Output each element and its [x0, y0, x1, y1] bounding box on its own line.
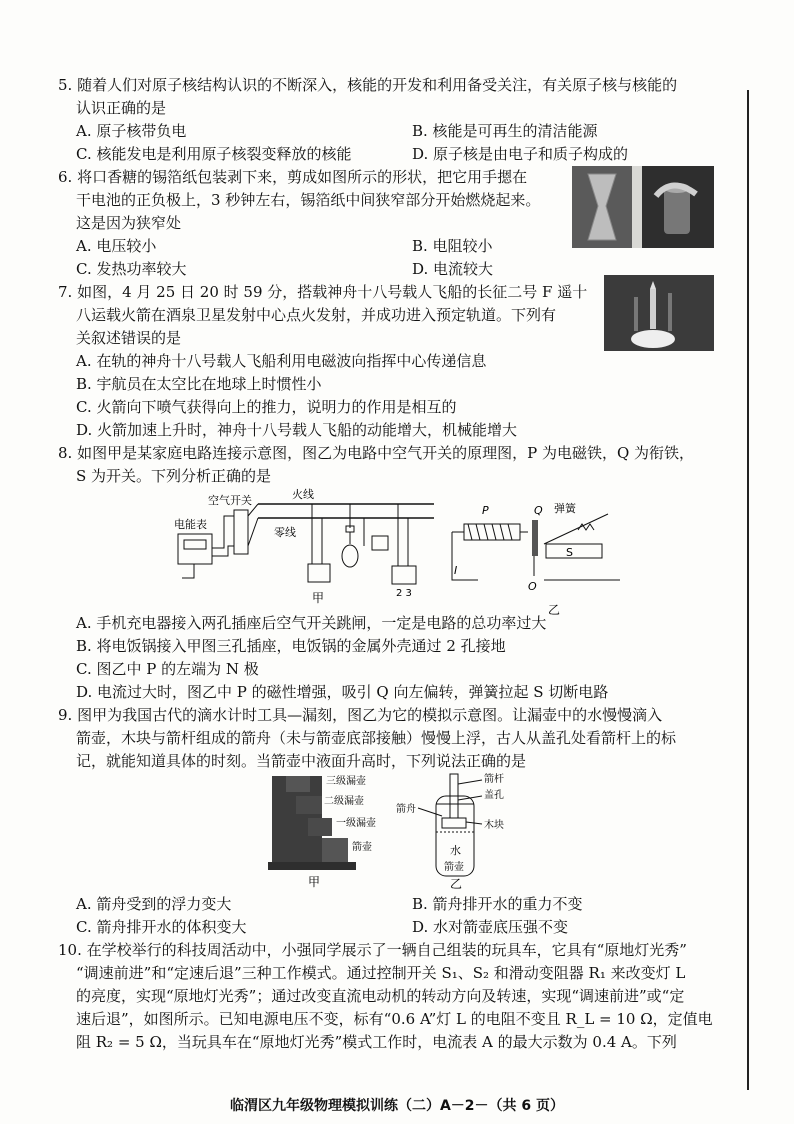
q7-option-a: A. 在轨的神舟十八号载人飞船利用电磁波向指挥中心传递信息 — [76, 352, 487, 370]
q9-level2-label: 二级漏壶 — [324, 796, 364, 807]
q5-option-c: C. 核能发电是利用原子核裂变释放的核能 — [76, 145, 352, 163]
q8-figure-breaker-principle — [448, 500, 624, 618]
q9-boat-label: 箭舟 — [396, 804, 416, 815]
q8-stem-line-2: S 为开关。下列分析正确的是 — [76, 467, 272, 485]
q5-option-a: A. 原子核带负电 — [76, 122, 187, 140]
q8-switch — [372, 536, 388, 550]
q8-meter-label: 电能表 — [174, 518, 207, 531]
q8-spring-label: 弹簧 — [554, 502, 576, 515]
q8-stem-line-1: 8. 如图甲是某家庭电路连接示意图，图乙为电路中空气开关的原理图，P 为电磁铁，Q 为衔铁， — [58, 444, 695, 462]
q9-option-d: D. 水对箭壶底压强不变 — [412, 918, 569, 936]
q8-o-label: O — [528, 580, 537, 593]
q8-armature — [532, 520, 538, 556]
q9-option-c: C. 箭舟排开水的体积变大 — [76, 918, 247, 936]
q8-option-a: A. 手机充电器接入两孔插座后空气开关跳闸，一定是电路的总功率过大 — [76, 614, 547, 632]
q6-option-b: B. 电阻较小 — [412, 237, 493, 255]
q9-water-label: 水 — [450, 844, 461, 857]
q6-option-c: C. 发热功率较大 — [76, 260, 187, 278]
q6-foil-battery-photo — [572, 166, 714, 248]
q5-option-d: D. 原子核是由电子和质子构成的 — [412, 145, 629, 163]
q7-stem-line-3: 关叙述错误的是 — [76, 329, 182, 347]
q8-hole-numbers: 2 3 — [396, 588, 412, 599]
q9-arrow-pot-label: 箭壶 — [352, 842, 372, 853]
q8-q-label: Q — [534, 504, 543, 517]
page-footer: 临渭区九年级物理模拟训练（二）A－2－（共 6 页） — [229, 1098, 565, 1114]
q7-stem-line-1: 7. 如图，4 月 25 日 20 时 59 分，搭载神舟十八号载人飞船的长征二号 F 遥十 — [58, 283, 588, 301]
q6-option-d: D. 电流较大 — [412, 260, 494, 278]
q10-stem-line-1: 10. 在学校举行的科技周活动中，小强同学展示了一辆自己组装的玩具车，它具有“原地灯光秀” — [58, 941, 687, 959]
q9-rod-label: 箭杆 — [484, 774, 504, 785]
q7-option-c: C. 火箭向下喷气获得向上的推力，说明力的作用是相互的 — [76, 398, 457, 416]
q8-lamp — [342, 545, 358, 567]
q9-level3-label: 三级漏壶 — [326, 776, 366, 787]
q8-neutral-label: 零线 — [274, 526, 296, 539]
q8-p-label: P — [482, 504, 489, 517]
q9-hole-label: 盖孔 — [484, 790, 504, 801]
q9-figure-water-clock-photo — [268, 772, 400, 892]
q8-switch-s — [546, 544, 602, 558]
q8-live-label: 火线 — [292, 488, 314, 501]
q7-stem-line-2: 八运载火箭在酒泉卫星发射中心点火发射，并成功进入预定轨道。下列有 — [76, 306, 557, 324]
q8-option-b: B. 将电饭锅接入甲图三孔插座，电饭锅的金属外壳通过 2 孔接地 — [76, 637, 506, 655]
q9-option-b: B. 箭舟排开水的重力不变 — [412, 895, 583, 913]
q8-current-label: I — [454, 564, 458, 577]
question-8 — [58, 442, 728, 488]
margin-rule — [747, 90, 749, 1090]
q6-option-a: A. 电压较小 — [76, 237, 157, 255]
question-10 — [58, 939, 728, 1054]
q9-fig-b-caption: 乙 — [450, 877, 463, 891]
q8-figure-household-circuit — [172, 486, 438, 604]
q8-s-label: S — [566, 546, 573, 559]
q6-stem-line-3: 这是因为狭窄处 — [76, 214, 182, 232]
q10-stem-line-4: 速后退”，如图所示。已知电源电压不变，标有“0.6 A”灯 L 的电阻不变且 R_L = 10 Ω，定值电 — [76, 1010, 713, 1028]
q8-two-hole-socket — [308, 564, 330, 582]
q9-stem-line-2: 箭壶，木块与箭杆组成的箭舟（未与箭壶底部接触）慢慢上浮，古人从盖孔处看箭杆上的标 — [76, 729, 677, 747]
q9-stem-line-3: 记，就能知道具体的时刻。当箭壶中液面升高时，下列说法正确的是 — [76, 752, 527, 770]
q9-block — [442, 818, 466, 828]
q8-breaker-label: 空气开关 — [208, 494, 252, 507]
q7-option-b: B. 宇航员在太空比在地球上时惯性小 — [76, 375, 322, 393]
question-5 — [58, 74, 728, 120]
q9-block-label: 木块 — [484, 820, 504, 831]
q8-breaker-box — [234, 510, 248, 554]
q8-fig-a-caption: 甲 — [312, 591, 325, 604]
q7-option-d: D. 火箭加速上升时，神舟十八号载人飞船的动能增大，机械能增大 — [76, 421, 518, 439]
q9-option-a: A. 箭舟受到的浮力变大 — [76, 895, 232, 913]
q8-fig-b-caption: 乙 — [548, 603, 561, 617]
q10-stem-line-2: “调速前进”和“定速后退”三种工作模式。通过控制开关 S₁、S₂ 和滑动变阻器 R₁ 来改变灯 L — [76, 964, 686, 982]
q5-stem-line-2: 认识正确的是 — [76, 99, 167, 117]
q5-stem-line-1: 5. 随着人们对原子核结构认识的不断深入，核能的开发和利用备受关注，有关原子核与核能的 — [58, 76, 678, 94]
q7-rocket-launch-photo — [604, 275, 714, 351]
q9-fig-a-caption: 甲 — [308, 875, 321, 889]
q9-stem-line-1: 9. 图甲为我国古代的滴水计时工具—漏刻，图乙为它的模拟示意图。让漏壶中的水慢慢滴入 — [58, 706, 663, 724]
q10-stem-line-5: 阻 R₂ = 5 Ω，当玩具车在“原地灯光秀”模式工作时，电流表 A 的最大示数为 0.4 A。下列 — [76, 1033, 677, 1051]
q9-level1-label: 一级漏壶 — [336, 818, 376, 829]
q8-option-d: D. 电流过大时，图乙中 P 的磁性增强，吸引 Q 向左偏转，弹簧拉起 S 切断电路 — [76, 683, 609, 701]
q10-stem-line-3: 的亮度，实现“原地灯光秀”；通过改变直流电动机的转动方向及转速，实现“调速前进”或“定 — [76, 987, 685, 1005]
q5-option-b: B. 核能是可再生的清洁能源 — [412, 122, 598, 140]
q6-stem-line-2: 干电池的正负极上，3 秒钟左右，锡箔纸中间狭窄部分开始燃烧起来。 — [76, 191, 541, 209]
q6-stem-line-1: 6. 将口香糖的锡箔纸包装剥下来，剪成如图所示的形状，把它用手摁在 — [58, 168, 528, 186]
q8-option-c: C. 图乙中 P 的左端为 N 极 — [76, 660, 259, 678]
q8-three-hole-socket — [392, 566, 416, 584]
q9-pot-label: 箭壶 — [444, 862, 464, 873]
q9-figure-model-diagram — [392, 770, 532, 892]
question-9 — [58, 704, 728, 773]
